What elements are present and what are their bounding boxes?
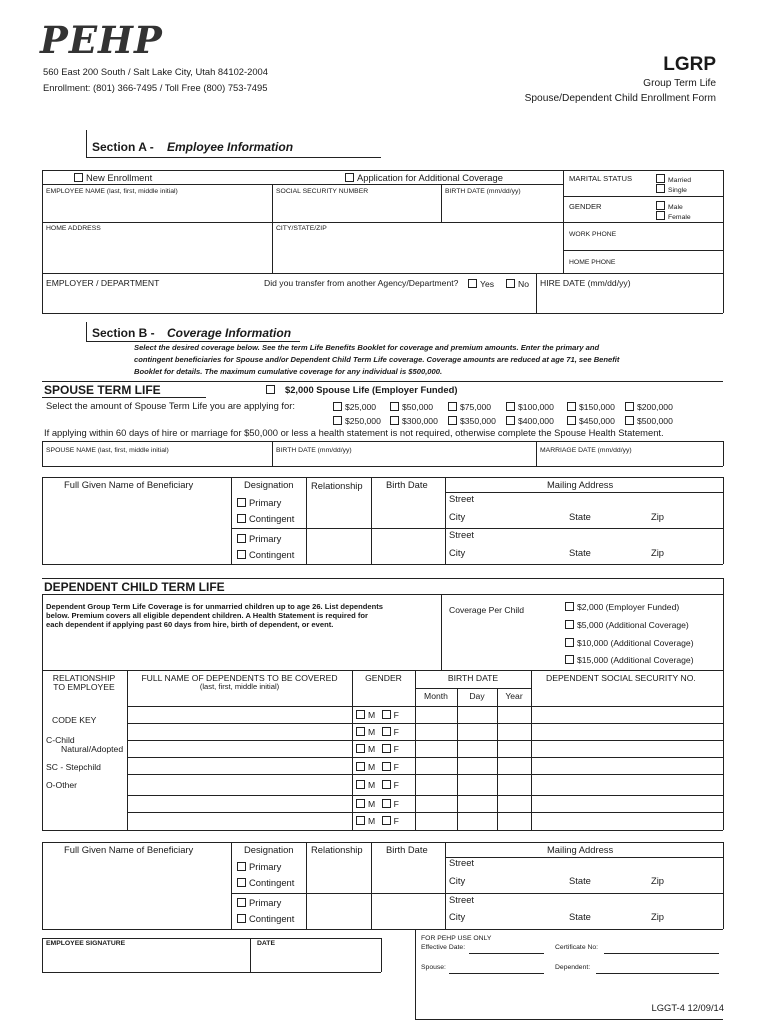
section-a-title: Employee Information: [167, 140, 294, 154]
spouse-select-label: Select the amount of Spouse Term Life you are applying for:: [46, 400, 295, 411]
single-label: Single: [668, 187, 687, 194]
section-a-label: Section A -: [92, 140, 154, 154]
child-coverage-option[interactable]: [565, 620, 689, 630]
male-label: M: [368, 727, 376, 737]
code-stepchild: SC - Stepchild: [46, 762, 101, 772]
female-label: F: [393, 799, 399, 809]
gender-mf-choice[interactable]: [356, 727, 399, 737]
primary-checkbox[interactable]: [237, 898, 281, 907]
checkbox-icon[interactable]: [237, 550, 246, 559]
checkbox-icon[interactable]: [345, 173, 354, 182]
female-checkbox[interactable]: [656, 211, 691, 222]
child-coverage-option[interactable]: [565, 638, 694, 648]
dependent-ssn-header: DEPENDENT SOCIAL SECURITY NO.: [546, 673, 696, 683]
beneficiary-name-header: Full Given Name of Beneficiary: [64, 479, 194, 490]
primary-label: Primary: [249, 861, 282, 872]
work-phone-label: WORK PHONE: [569, 231, 617, 238]
amount-label: $350,000: [460, 416, 496, 426]
new-enrollment-label: New Enrollment: [86, 172, 153, 183]
gender-mf-choice[interactable]: [356, 710, 399, 720]
checkbox-icon[interactable]: [237, 862, 246, 871]
birth-date-label: BIRTH DATE (mm/dd/yy): [445, 188, 521, 195]
health-statement-note: If applying within 60 days of hire or marriage for $50,000 or less a health statement is not required, otherwise complete the Spouse Health Statement.: [44, 427, 664, 438]
spouse-amount-option[interactable]: [506, 416, 554, 426]
effective-date-label: Effective Date:: [421, 944, 466, 951]
amount-label: $450,000: [579, 416, 615, 426]
contingent-checkbox[interactable]: [237, 550, 294, 559]
state-label: State: [569, 875, 591, 886]
checkbox-icon[interactable]: [625, 416, 634, 425]
signature-date-label: DATE: [257, 940, 275, 947]
code-other: O-Other: [46, 780, 78, 790]
pehp-use-only-label: FOR PEHP USE ONLY: [421, 935, 492, 942]
employer-label: EMPLOYER / DEPARTMENT: [46, 278, 160, 288]
spouse-birth-date-label: BIRTH DATE (mm/dd/yy): [276, 447, 352, 454]
code-key-label: CODE KEY: [52, 715, 97, 725]
checkbox-icon[interactable]: [333, 416, 342, 425]
checkbox-icon[interactable]: [382, 780, 391, 789]
zip-label: Zip: [651, 511, 665, 522]
female-label: F: [393, 710, 399, 720]
coverage-option-label: $2,000 (Employer Funded): [577, 602, 680, 612]
state-label: State: [569, 911, 591, 922]
zip-label: Zip: [651, 875, 665, 886]
married-label: Married: [668, 177, 692, 184]
city-label: City: [449, 875, 466, 886]
dependent-description-1: Dependent Group Term Life Coverage is for unmarried children up to age 26. List dependents: [46, 602, 383, 611]
birth-date-header: Birth Date: [386, 844, 428, 855]
checkbox-icon[interactable]: [237, 498, 246, 507]
spouse-amount-option[interactable]: [333, 416, 381, 426]
checkbox-icon[interactable]: [382, 799, 391, 808]
spouse-amount-option[interactable]: [390, 416, 438, 426]
mailing-address-header: Mailing Address: [547, 844, 614, 855]
checkbox-icon[interactable]: [266, 385, 275, 394]
checkbox-icon[interactable]: [656, 184, 665, 193]
coverage-option-label: $10,000 (Additional Coverage): [577, 638, 694, 648]
checkbox-icon[interactable]: [237, 878, 246, 887]
pehp-address: 560 East 200 South / Salt Lake City, Utah 84102-2004: [43, 66, 268, 77]
transfer-question: Did you transfer from another Agency/Department?: [264, 278, 459, 288]
form-title: Spouse/Dependent Child Enrollment Form: [524, 93, 716, 104]
spouse-amount-option[interactable]: [448, 416, 496, 426]
checkbox-icon[interactable]: [356, 762, 365, 771]
no-label: No: [518, 279, 529, 289]
relationship-header: Relationship: [311, 480, 363, 491]
relationship-header: Relationship: [311, 844, 363, 855]
contingent-label: Contingent: [249, 877, 295, 888]
amount-label: $150,000: [579, 402, 615, 412]
employee-name-label: EMPLOYEE NAME (last, first, middle initial): [46, 188, 178, 195]
checkbox-icon[interactable]: [390, 416, 399, 425]
marriage-date-label: MARRIAGE DATE (mm/dd/yy): [540, 447, 632, 454]
yes-label: Yes: [480, 279, 495, 289]
checkbox-icon[interactable]: [382, 744, 391, 753]
checkbox-icon[interactable]: [356, 816, 365, 825]
spouse-label: Spouse:: [421, 964, 446, 971]
checkbox-icon[interactable]: [356, 780, 365, 789]
checkbox-icon[interactable]: [656, 211, 665, 220]
dependent-description-3: each dependent if applying past 60 days from hire, birth of dependent, or event.: [46, 620, 334, 629]
checkbox-icon[interactable]: [468, 279, 477, 288]
new-enrollment-checkbox[interactable]: [74, 173, 152, 182]
gender-mf-choice[interactable]: [356, 744, 399, 754]
male-label: M: [368, 744, 376, 754]
checkbox-icon[interactable]: [506, 279, 515, 288]
checkbox-icon[interactable]: [382, 816, 391, 825]
checkbox-icon[interactable]: [382, 762, 391, 771]
zip-label: Zip: [651, 547, 665, 558]
amount-label: $300,000: [402, 416, 438, 426]
primary-checkbox[interactable]: [237, 534, 281, 543]
amount-label: $250,000: [345, 416, 381, 426]
checkbox-icon[interactable]: [237, 914, 246, 923]
contingent-checkbox[interactable]: [237, 514, 294, 523]
checkbox-icon[interactable]: [448, 416, 457, 425]
coverage-option-label: $15,000 (Additional Coverage): [577, 655, 694, 665]
checkbox-icon[interactable]: [356, 799, 365, 808]
amount-label: $200,000: [637, 402, 673, 412]
female-label: F: [393, 744, 399, 754]
city-label: City: [449, 911, 466, 922]
beneficiary-name-header: Full Given Name of Beneficiary: [64, 844, 194, 855]
relationship-header-2: TO EMPLOYEE: [53, 682, 115, 692]
spouse-amount-option[interactable]: [625, 416, 673, 426]
female-label: Female: [668, 214, 691, 221]
dependent-child-heading: DEPENDENT CHILD TERM LIFE: [44, 580, 225, 594]
application-checkbox[interactable]: [345, 173, 503, 182]
primary-checkbox[interactable]: [237, 862, 281, 871]
dependent-description-2: below. Premium covers all eligible dependent children. A Health Statement is required for: [46, 611, 368, 620]
day-header: Day: [469, 691, 485, 701]
male-label: M: [368, 799, 376, 809]
amount-label: $25,000: [345, 402, 377, 412]
male-label: M: [368, 710, 376, 720]
gender-mf-choice[interactable]: [356, 762, 399, 772]
spouse-amount-option[interactable]: [506, 402, 554, 412]
street-label: Street: [449, 857, 475, 868]
relationship-header-1: RELATIONSHIP: [52, 673, 116, 683]
checkbox-icon[interactable]: [565, 638, 574, 647]
coverage-instructions-3: Booklet for details. The maximum cumulative coverage for any individual is $500,000.: [134, 367, 443, 376]
street-label: Street: [449, 894, 475, 905]
contingent-checkbox[interactable]: [237, 878, 294, 887]
coverage-option-label: $5,000 (Additional Coverage): [577, 620, 689, 630]
gender-mf-choice[interactable]: [356, 780, 399, 790]
enrollment-phone: Enrollment: (801) 366-7495 / Toll Free (800) 753-7495: [43, 82, 268, 93]
form-code: LGRP: [663, 54, 716, 75]
coverage-per-child-label: Coverage Per Child: [449, 605, 524, 615]
employee-signature-label: EMPLOYEE SIGNATURE: [46, 940, 126, 947]
primary-label: Primary: [249, 533, 282, 544]
primary-label: Primary: [249, 897, 282, 908]
checkbox-icon[interactable]: [506, 402, 515, 411]
male-label: M: [368, 762, 376, 772]
spouse-amount-option[interactable]: [333, 402, 376, 412]
section-b-title: Coverage Information: [167, 326, 292, 340]
gender-label: GENDER: [569, 202, 602, 211]
female-label: F: [393, 780, 399, 790]
street-label: Street: [449, 493, 475, 504]
female-label: F: [393, 816, 399, 826]
checkbox-icon[interactable]: [74, 173, 83, 182]
birth-date-header: BIRTH DATE: [447, 673, 499, 683]
gender-mf-choice[interactable]: [356, 799, 399, 809]
spouse-amount-option[interactable]: [567, 402, 615, 412]
section-b-label: Section B -: [92, 326, 155, 340]
amount-label: $100,000: [518, 402, 554, 412]
checkbox-icon[interactable]: [237, 898, 246, 907]
ssn-label: SOCIAL SECURITY NUMBER: [276, 188, 369, 195]
checkbox-icon[interactable]: [382, 727, 391, 736]
checkbox-icon[interactable]: [356, 744, 365, 753]
coverage-instructions-2: contingent beneficiaries for Spouse and/or Dependent Child Term Life coverage. Coverage amounts are reduced at age 71, see Benefit: [134, 355, 620, 364]
female-label: F: [393, 762, 399, 772]
transfer-yes-checkbox[interactable]: [468, 279, 494, 289]
hire-date-label: HIRE DATE (mm/dd/yy): [540, 278, 631, 288]
birth-date-header: Birth Date: [386, 479, 428, 490]
form-type: Group Term Life: [643, 78, 716, 89]
checkbox-icon[interactable]: [506, 416, 515, 425]
designation-header: Designation: [244, 844, 294, 855]
spouse-amount-option[interactable]: [390, 402, 433, 412]
checkbox-icon[interactable]: [356, 710, 365, 719]
marital-status-label: MARITAL STATUS: [569, 174, 633, 183]
amount-label: $400,000: [518, 416, 554, 426]
checkbox-icon[interactable]: [565, 620, 574, 629]
spouse-amount-option[interactable]: [625, 402, 673, 412]
checkbox-icon[interactable]: [565, 602, 574, 611]
month-header: Month: [424, 691, 448, 701]
checkbox-icon[interactable]: [567, 416, 576, 425]
city-label: City: [449, 511, 466, 522]
contingent-label: Contingent: [249, 913, 295, 924]
state-label: State: [569, 547, 591, 558]
year-header: Year: [505, 691, 523, 701]
primary-checkbox[interactable]: [237, 498, 281, 507]
checkbox-icon[interactable]: [565, 655, 574, 664]
checkbox-icon[interactable]: [382, 710, 391, 719]
coverage-instructions-1: Select the desired coverage below. See the term Life Benefits Booklet for coverage and premium amounts. Enter the primary and: [134, 343, 600, 352]
zip-label: Zip: [651, 911, 665, 922]
dependent-label: Dependent:: [555, 964, 591, 971]
home-address-label: HOME ADDRESS: [46, 225, 101, 232]
checkbox-icon[interactable]: [237, 534, 246, 543]
checkbox-icon[interactable]: [625, 402, 634, 411]
application-label: Application for Additional Coverage: [357, 172, 503, 183]
single-checkbox[interactable]: [656, 184, 687, 195]
home-phone-label: HOME PHONE: [569, 259, 616, 266]
checkbox-icon[interactable]: [356, 727, 365, 736]
mailing-address-header: Mailing Address: [547, 479, 614, 490]
spouse-employer-funded-checkbox[interactable]: [266, 385, 457, 394]
spouse-amount-option[interactable]: [567, 416, 615, 426]
checkbox-icon[interactable]: [567, 402, 576, 411]
female-label: F: [393, 727, 399, 737]
amount-label: $500,000: [637, 416, 673, 426]
gender-header: GENDER: [365, 673, 402, 683]
dependent-name-header-1: FULL NAME OF DEPENDENTS TO BE COVERED: [141, 673, 338, 683]
state-label: State: [569, 511, 591, 522]
contingent-label: Contingent: [249, 513, 295, 524]
child-coverage-option[interactable]: [565, 602, 679, 612]
checkbox-icon[interactable]: [448, 402, 457, 411]
checkbox-icon[interactable]: [237, 514, 246, 523]
dependent-name-header-2: (last, first, middle initial): [199, 682, 280, 691]
male-label: Male: [668, 204, 683, 211]
amount-label: $50,000: [402, 402, 434, 412]
code-natural-adopted: Natural/Adopted: [61, 744, 124, 754]
checkbox-icon[interactable]: [656, 174, 665, 183]
pehp-logo: PEHP: [40, 18, 163, 62]
city-state-zip-label: CITY/STATE/ZIP: [276, 225, 327, 232]
transfer-no-checkbox[interactable]: [506, 279, 529, 289]
checkbox-icon[interactable]: [390, 402, 399, 411]
male-label: M: [368, 780, 376, 790]
form-revision-code: LGGT-4 12/09/14: [651, 1002, 724, 1013]
contingent-label: Contingent: [249, 549, 295, 560]
street-label: Street: [449, 529, 475, 540]
spouse-amount-option[interactable]: [448, 402, 491, 412]
city-label: City: [449, 547, 466, 558]
employer-funded-label: $2,000 Spouse Life (Employer Funded): [285, 384, 458, 395]
code-child: C-Child: [46, 735, 75, 745]
gender-mf-choice[interactable]: [356, 816, 399, 826]
certificate-no-label: Certificate No:: [555, 944, 599, 951]
contingent-checkbox[interactable]: [237, 914, 294, 923]
checkbox-icon[interactable]: [333, 402, 342, 411]
child-coverage-option[interactable]: [565, 655, 694, 665]
spouse-term-life-heading: SPOUSE TERM LIFE: [44, 383, 161, 397]
designation-header: Designation: [244, 479, 294, 490]
male-label: M: [368, 816, 376, 826]
spouse-name-label: SPOUSE NAME (last, first, middle initial): [46, 447, 169, 454]
checkbox-icon[interactable]: [656, 201, 665, 210]
amount-label: $75,000: [460, 402, 492, 412]
primary-label: Primary: [249, 497, 282, 508]
